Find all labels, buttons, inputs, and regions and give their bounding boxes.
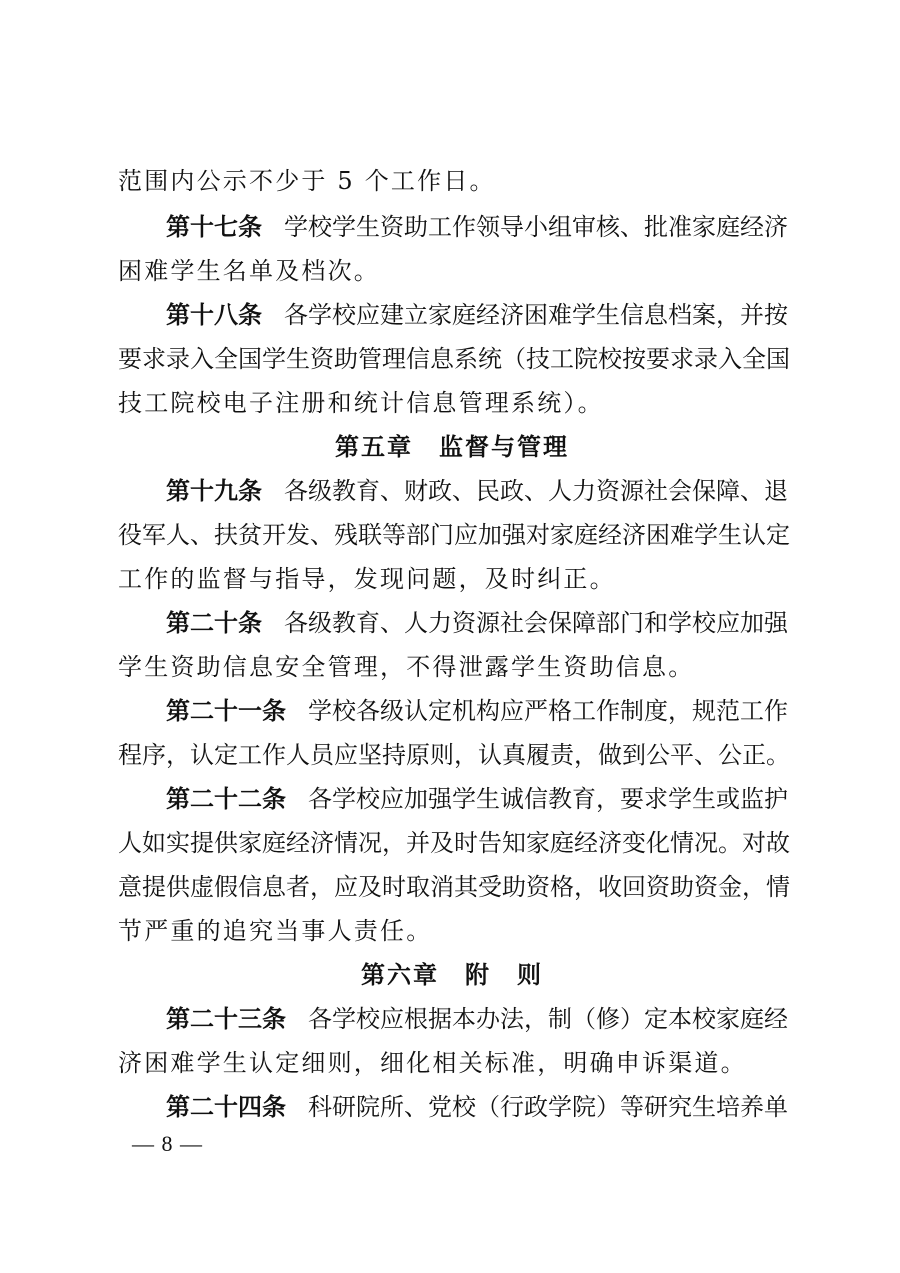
article-21-line-1: 第二十一条 学校各级认定机构应严格工作制度，规范工作 bbox=[166, 696, 788, 725]
article-18-line-3: 技工院校电子注册和统计信息管理系统）。 bbox=[118, 389, 604, 417]
article-18-line-2: 要求录入全国学生资助管理信息系统（技工院校按要求录入全国 bbox=[118, 345, 790, 373]
page-number: — 8 — bbox=[132, 1131, 203, 1156]
article-19-line-3: 工作的监督与指导，发现问题，及时纠正。 bbox=[118, 565, 616, 593]
article-19-line-2: 役军人、扶贫开发、残联等部门应加强对家庭经济困难学生认定 bbox=[118, 521, 790, 549]
article-23-line-1: 第二十三条 各学校应根据本办法，制（修）定本校家庭经 bbox=[166, 1004, 788, 1033]
article-title: 第二十三条 bbox=[166, 1004, 286, 1033]
article-17-line-1: 第十七条 学校学生资助工作领导小组审核、批准家庭经济 bbox=[166, 212, 788, 241]
article-title: 第十七条 bbox=[166, 212, 262, 241]
article-title: 第十八条 bbox=[166, 300, 262, 329]
article-17-line-2: 困难学生名单及档次。 bbox=[118, 257, 380, 285]
article-22-line-3: 意提供虚假信息者，应及时取消其受助资格，收回资助资金，情 bbox=[118, 873, 790, 901]
chapter-6-heading: 第六章 附 则 bbox=[361, 960, 543, 989]
article-20-line-1: 第二十条 各级教育、人力资源社会保障部门和学校应加强 bbox=[166, 608, 788, 637]
article-22-line-2: 人如实提供家庭经济情况，并及时告知家庭经济变化情况。对故 bbox=[118, 829, 790, 857]
article-title: 第二十二条 bbox=[166, 784, 286, 813]
article-title: 第二十条 bbox=[166, 608, 262, 637]
article-19-line-1: 第十九条 各级教育、财政、民政、人力资源社会保障、退 bbox=[166, 476, 788, 505]
article-20-line-2: 学生资助信息安全管理，不得泄露学生资助信息。 bbox=[118, 653, 695, 681]
article-24-line-1: 第二十四条 科研院所、党校（行政学院）等研究生培养单 bbox=[166, 1092, 788, 1121]
article-title: 第二十一条 bbox=[166, 696, 286, 725]
article-22-line-1: 第二十二条 各学校应加强学生诚信教育，要求学生或监护 bbox=[166, 784, 788, 813]
article-18-line-1: 第十八条 各学校应建立家庭经济困难学生信息档案，并按 bbox=[166, 300, 788, 329]
article-22-line-4: 节严重的追究当事人责任。 bbox=[118, 917, 433, 945]
text-line: 范围内公示不少于 5 个工作日。 bbox=[118, 167, 496, 195]
article-21-line-2: 程序，认定工作人员应坚持原则，认真履责，做到公平、公正。 bbox=[118, 741, 790, 769]
article-23-line-2: 济困难学生认定细则，细化相关标准，明确申诉渠道。 bbox=[118, 1049, 747, 1077]
chapter-5-heading: 第五章 监督与管理 bbox=[335, 432, 569, 461]
article-title: 第十九条 bbox=[166, 476, 262, 505]
article-title: 第二十四条 bbox=[166, 1092, 286, 1121]
